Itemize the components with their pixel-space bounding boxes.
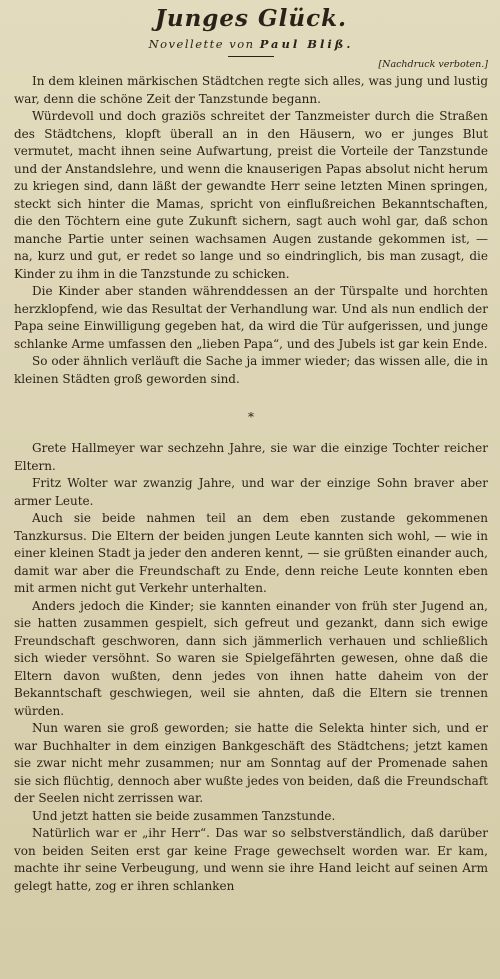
story-title: Junges Glück. xyxy=(154,5,348,32)
paragraph: Fritz Wolter war zwanzig Jahre, und war der einzige Sohn braver aber armer Leute. xyxy=(14,476,488,508)
author-name: Paul Bliß. xyxy=(259,37,354,51)
paragraph: Grete Hallmeyer war sechzehn Jahre, sie war die einzige Tochter reicher Eltern. xyxy=(14,441,488,473)
story-byline xyxy=(14,36,488,52)
title-rule xyxy=(228,56,274,57)
paragraph: Nun waren sie groß geworden; sie hatte die Selekta hinter sich, und er war Buchhalter in dem einzigen Bankgeschäft des Städtchens; jetzt kamen sie zwar nicht mehr zusammen; nur am Sonntag auf der Promenade sahen sie sich flüchtig, dennoch aber wußte jedes von beiden, daß die Freundschaft der Seelen nicht zerrissen war. xyxy=(14,721,488,805)
paragraph: Und jetzt hatten sie beide zusammen Tanzstunde. xyxy=(32,808,336,823)
story-body xyxy=(14,73,488,895)
paragraph: In dem kleinen märkischen Städtchen regte sich alles, was jung und lustig war, denn die schöne Zeit der Tanzstunde begann. xyxy=(14,74,488,106)
paragraph: So oder ähnlich verläuft die Sache ja immer wieder; das wissen alle, die in kleinen Städten groß geworden sind. xyxy=(14,354,488,386)
paragraph: Die Kinder aber standen währenddessen an der Türspalte und horchten herzklopfend, wie das Resultat der Verhandlung war. Und als nun endlich der Papa seine Einwilligung gegeben hat, da wird die Tür aufgerissen, und junge schlanke Arme umfassen den „lieben Papa“, und des Jubels ist gar kein Ende. xyxy=(14,284,488,351)
reprint-notice: [Nachdruck verboten.] xyxy=(378,59,488,70)
paragraph: Anders jedoch die Kinder; sie kannten einander von früh ster Jugend an, sie hatten zusammen gespielt, sich gefreut und gezankt, dann sich ewige Freundschaft geschworen, dann sich jämmerlich verhauen und schließlich sich wieder versöhnt. So waren sie Spielgefährten gewesen, ohne daß die Eltern davon wußten, denn jedes von ihnen hatte daheim von der Bekanntschaft geschwiegen, weil sie ahnten, daß die Eltern sie trennen würden. xyxy=(14,598,488,718)
paragraph: Auch sie beide nahmen teil an dem eben zustande gekommenen Tanzkursus. Die Eltern der beiden jungen Leute kannten sich wohl, — wie in einer kleinen Stadt ja jeder den anderen kennt, — sie grüßten einander auch, damit war aber die Freundschaft zu Ende, denn reiche Leute konnten eben mit armen nicht gut Verkehr unterhalten. xyxy=(14,511,488,595)
byline-prefix: Novellette von xyxy=(148,37,255,51)
section-separator: * xyxy=(248,410,254,424)
paragraph: Würdevoll und doch graziös schreitet der Tanzmeister durch die Straßen des Städtchens, klopft überall an in den Häusern, wo er junges Blut vermutet, macht ihnen seine Aufwartung, preist die Vorteile der Tanzstunde und der Anstandslehre, und wenn die knauserigen Papas absolut nicht herum zu kriegen sind, dann läßt der gewandte Herr seine letzten Minen springen, steckt sich hinter die Mamas, spricht von einflußreichen Bekanntschaften, die den Töchtern eine gute Zukunft sichern, sagt auch wohl gar, daß schon manche Partie unter seinen wachsamen Augen zustande gekommen ist, — na, kurz und gut, er redet so lange und so eindringlich, bis man zusagt, die Kinder zu ihm in die Tanzstunde zu schicken. xyxy=(14,109,488,281)
paragraph: Natürlich war er „ihr Herr“. Das war so selbstverständlich, daß darüber von beiden Seiten erst gar keine Frage gewechselt worden war. Er kam, machte ihr seine Verbeugung, und wenn sie ihre Hand leicht auf seinen Arm gelegt hatte, zog er ihren schlanken xyxy=(14,826,488,893)
